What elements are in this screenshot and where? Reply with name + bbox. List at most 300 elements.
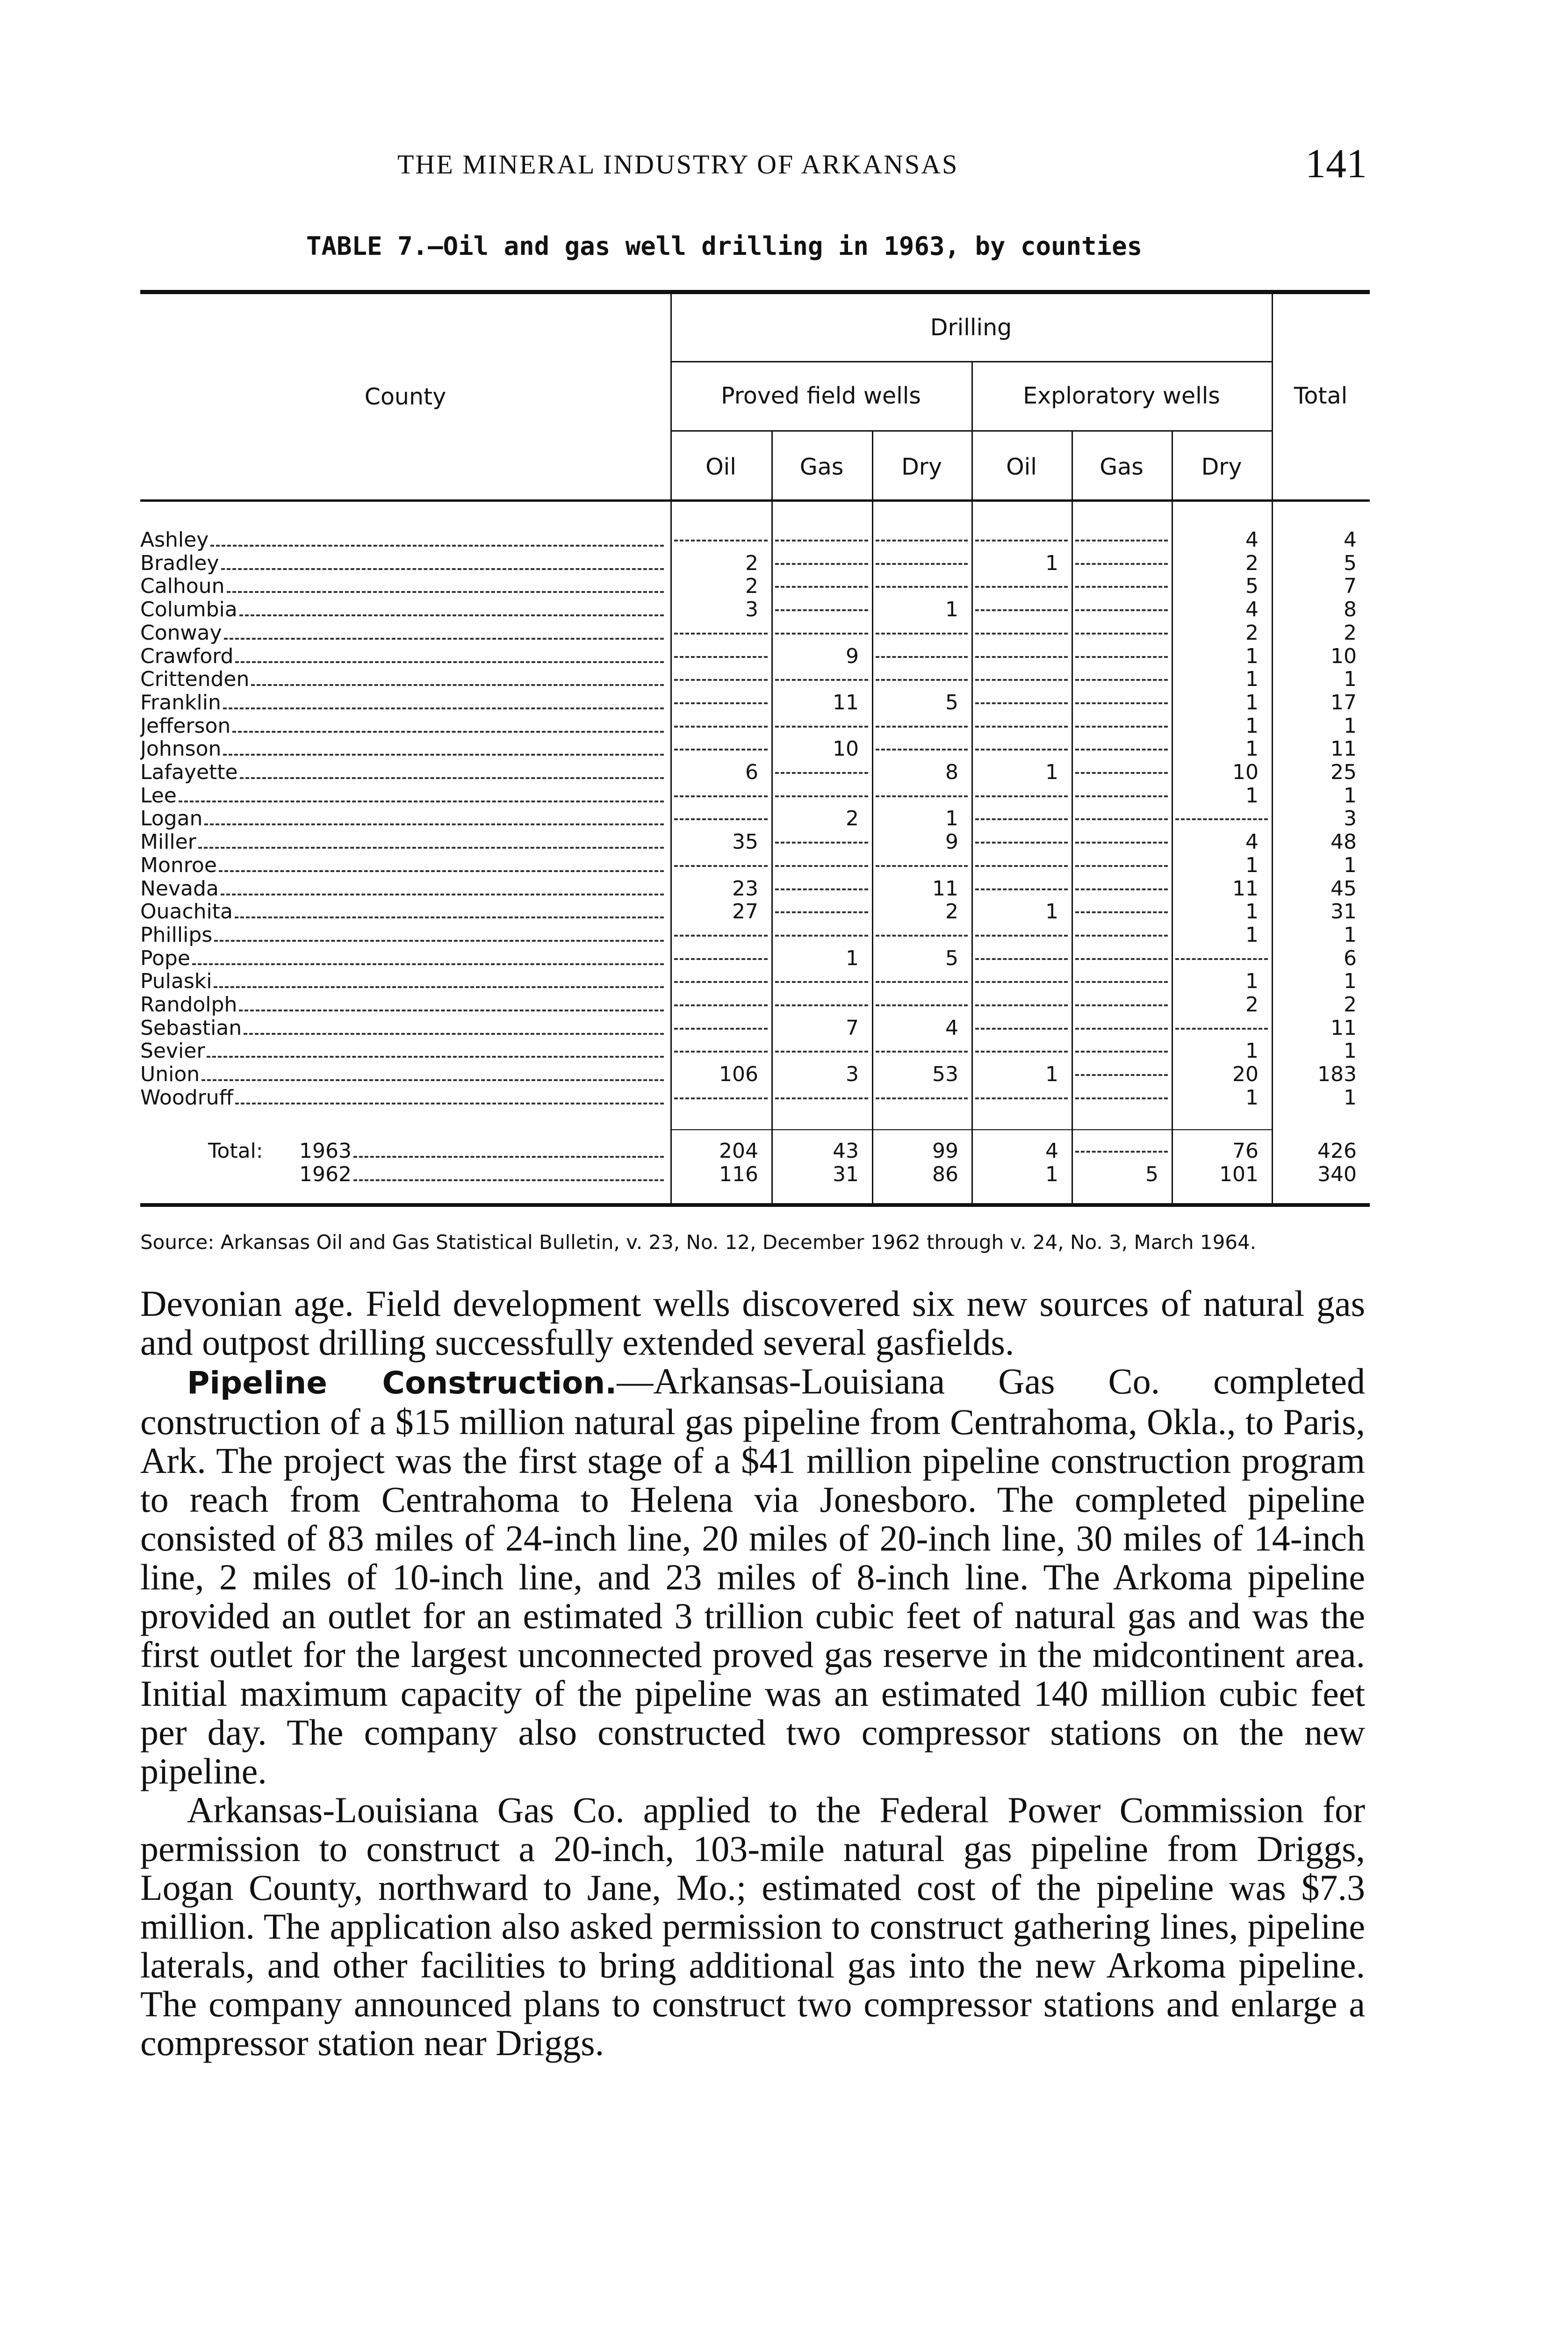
leader-dots	[232, 731, 664, 733]
table-title: TABLE 7.—Oil and gas well drilling in 1963, by counties	[306, 231, 1143, 261]
dash-leader	[975, 633, 1068, 635]
table-cell: 4	[1245, 830, 1259, 854]
dash-leader	[775, 888, 868, 890]
table-cell: 8	[1344, 598, 1357, 621]
table-cell: 4	[1245, 598, 1259, 621]
leader-dots	[207, 1056, 664, 1058]
dash-leader	[1075, 935, 1168, 937]
table-cell: 1	[945, 807, 958, 830]
dash-leader	[1075, 540, 1168, 541]
table-cell-blank	[771, 877, 872, 900]
county-name: Crawford	[140, 645, 234, 668]
dash-leader	[1075, 563, 1168, 565]
table-cell-blank	[771, 993, 872, 1016]
table-cell: 1	[1344, 1086, 1357, 1110]
leader-dots	[239, 1010, 664, 1011]
county-name: Johnson	[140, 737, 222, 760]
dash-leader	[775, 1097, 868, 1099]
table-cell: 20	[1232, 1062, 1259, 1086]
table-cell-blank	[1072, 575, 1172, 598]
county-name: Jefferson	[140, 714, 231, 737]
dash-leader	[775, 981, 868, 983]
dash-leader	[876, 656, 968, 658]
county-label	[140, 900, 664, 923]
dash-leader	[1075, 1151, 1168, 1153]
table-cell: 1	[1045, 760, 1058, 784]
dash-leader	[1075, 726, 1168, 728]
table-cell-blank	[872, 737, 971, 760]
dash-leader	[975, 888, 1068, 890]
table-cell: 7	[846, 1016, 859, 1040]
county-name: Randolph	[140, 993, 237, 1016]
header-drilling: Drilling	[930, 314, 1012, 341]
table-cell-blank	[971, 947, 1072, 970]
table-cell: 43	[833, 1139, 859, 1163]
county-name: Monroe	[140, 854, 217, 877]
county-label	[140, 784, 664, 807]
table-cell-blank	[1072, 645, 1172, 668]
total-year-label	[299, 1163, 664, 1186]
paragraph-2-text: —Arkansas-Louisiana Gas Co. completed construction of a $15 million natural gas pipeline from Centrahoma, Okla., to Paris, Ark. The project was the first stage of a $41 million pipeline construction program to reach from Centrahoma to Helena via Jonesboro. The completed pipeline consisted of 83 miles of 24-inch line, 20 miles of 20-inch line, 30 miles of 14-inch line, 2 miles of 10-inch line, and 23 miles of 8-inch line. The Arkoma pipeline provided an outlet for an estimated 3 trillion cubic feet of natural gas and was the first outlet for the largest unconnected proved gas reserve in the midcontinent area. Initial maximum capacity of the pipeline was an estimated 140 million cubic feet per day. The company also constructed two compressor stations on the new pipeline.	[140, 1361, 1365, 1791]
table-cell-blank	[771, 924, 872, 946]
body-text	[140, 1284, 1365, 2062]
header-proved-gas: Gas	[799, 454, 844, 480]
table-cell-blank	[670, 970, 771, 993]
leader-dots	[210, 545, 664, 547]
table-cell-blank	[1072, 970, 1172, 993]
leader-dots	[223, 707, 664, 709]
table-cell-blank	[771, 854, 872, 877]
table-cell: 2	[1344, 993, 1357, 1017]
county-label	[140, 552, 664, 575]
table-cell-blank	[971, 598, 1072, 621]
table-cell-blank	[971, 924, 1072, 946]
county-label	[140, 621, 664, 644]
total-year-label	[299, 1140, 664, 1162]
dash-leader	[775, 911, 868, 913]
dash-leader	[775, 726, 868, 728]
dash-leader	[1075, 958, 1168, 960]
table-cell: 1	[1245, 667, 1259, 691]
table-cell: 1	[846, 946, 859, 970]
dash-leader	[975, 981, 1068, 983]
table-cell-blank	[670, 668, 771, 691]
table-cell-blank	[1072, 668, 1172, 691]
county-name: Logan	[140, 807, 203, 830]
table-cell-blank	[872, 528, 971, 551]
dash-leader	[775, 865, 868, 867]
table-cell-blank	[872, 668, 971, 691]
table-cell: 11	[1232, 877, 1259, 901]
total-label: Total:	[208, 1139, 263, 1163]
table-cell: 5	[945, 691, 958, 714]
table-cell-blank	[872, 1039, 971, 1062]
table-cell: 1	[1245, 691, 1259, 714]
table-cell-blank	[1072, 807, 1172, 830]
table-cell: 31	[1331, 900, 1357, 924]
dash-leader	[775, 795, 868, 797]
table-cell: 11	[1331, 1016, 1357, 1040]
table-cell-blank	[971, 1039, 1072, 1062]
dash-leader	[1075, 1028, 1168, 1030]
county-name: Lee	[140, 784, 177, 807]
leader-dots	[192, 963, 664, 965]
dash-leader	[1075, 772, 1168, 774]
table-cell: 2	[745, 574, 758, 598]
dash-leader	[876, 563, 968, 565]
header-exploratory-dry: Dry	[1201, 454, 1242, 480]
county-label	[140, 1039, 664, 1062]
dash-leader	[876, 1004, 968, 1006]
county-label	[140, 714, 664, 737]
dash-leader	[975, 1004, 1068, 1006]
county-name: Conway	[140, 621, 222, 644]
table-cell: 6	[745, 760, 758, 784]
table-cell: 106	[719, 1062, 758, 1086]
table-cell-blank	[1172, 1017, 1272, 1039]
county-name: Calhoun	[140, 575, 225, 598]
dash-leader	[775, 935, 868, 937]
table-cell: 2	[846, 807, 859, 830]
table-cell-blank	[1072, 877, 1172, 900]
dash-leader	[674, 818, 768, 820]
dash-leader	[975, 702, 1068, 704]
table-cell-blank	[1172, 947, 1272, 970]
dash-leader	[674, 633, 768, 635]
table-cell: 2	[945, 900, 958, 924]
dash-leader	[876, 586, 968, 588]
county-label	[140, 970, 664, 993]
table-cell-blank	[971, 784, 1072, 807]
table-cell: 1	[1245, 923, 1259, 947]
table-cell: 2	[1245, 551, 1259, 575]
header-county: County	[364, 383, 446, 410]
table-cell-blank	[1072, 598, 1172, 621]
dash-leader	[975, 679, 1068, 681]
header-exploratory-gas: Gas	[1100, 454, 1144, 480]
table-cell: 2	[1245, 993, 1259, 1017]
dash-leader	[1075, 865, 1168, 867]
header-total: Total	[1294, 382, 1348, 409]
table-cell-blank	[1072, 993, 1172, 1016]
paragraph-1: Devonian age. Field development wells discovered six new sources of natural gas and outpost drilling successfully extended several gasfields.	[140, 1283, 1365, 1363]
paragraph-2	[140, 1362, 1365, 1790]
table-cell-blank	[1072, 784, 1172, 807]
table-cell: 11	[833, 691, 859, 714]
table-cell: 10	[1232, 760, 1259, 784]
table-cell-blank	[670, 807, 771, 830]
dash-leader	[674, 679, 768, 681]
county-name: Columbia	[140, 598, 237, 621]
dash-leader	[674, 865, 768, 867]
table-cell: 1	[1245, 1039, 1259, 1063]
table-cell-blank	[1072, 1063, 1172, 1086]
county-label	[140, 575, 664, 598]
dash-leader	[775, 772, 868, 774]
table-cell-blank	[971, 621, 1072, 644]
dash-leader	[1075, 1004, 1168, 1006]
county-label	[140, 668, 664, 691]
table-cell: 1	[1245, 737, 1259, 761]
table-cell: 1	[1344, 853, 1357, 877]
table-source-note: Source: Arkansas Oil and Gas Statistical Bulletin, v. 23, No. 12, December 1962 through v. 24, No. 3, March 1964.	[140, 1231, 1257, 1254]
table-cell-blank	[872, 621, 971, 644]
section-heading: Pipeline Construction.	[187, 1365, 617, 1401]
dash-leader	[876, 795, 968, 797]
table-cell-blank	[872, 1086, 971, 1109]
dash-leader	[876, 749, 968, 750]
table-cell-blank	[670, 854, 771, 877]
dash-leader	[1075, 842, 1168, 844]
dash-leader	[975, 586, 1068, 588]
dash-leader	[975, 958, 1068, 960]
leader-dots	[204, 823, 664, 825]
table-cell-blank	[1072, 714, 1172, 737]
dash-leader	[775, 633, 868, 635]
table-cell: 4	[1344, 528, 1357, 552]
dash-leader	[674, 1028, 768, 1030]
county-label	[140, 947, 664, 970]
county-label	[140, 528, 664, 551]
dash-leader	[775, 586, 868, 588]
table-cell: 1	[1045, 900, 1058, 924]
table-cell-blank	[1072, 1017, 1172, 1039]
table-cell: 101	[1219, 1162, 1259, 1186]
table-cell: 1	[1344, 969, 1357, 993]
table-cell-blank	[670, 714, 771, 737]
table-cell-blank	[971, 528, 1072, 551]
dash-leader	[674, 795, 768, 797]
county-name: Miller	[140, 830, 196, 853]
table-cell: 1	[1245, 1086, 1259, 1110]
header-proved-field-wells: Proved field wells	[721, 382, 921, 409]
dash-leader	[1075, 1074, 1168, 1076]
table-cell-blank	[771, 830, 872, 853]
dash-leader	[975, 609, 1068, 611]
table-cell: 1	[1245, 969, 1259, 993]
dash-leader	[674, 935, 768, 937]
county-name: Union	[140, 1063, 200, 1086]
table-cell: 23	[732, 877, 758, 901]
table-cell-blank	[771, 900, 872, 923]
table-cell: 27	[732, 900, 758, 924]
table-cell-blank	[971, 668, 1072, 691]
leader-dots	[201, 1079, 664, 1081]
table-cell-blank	[670, 947, 771, 970]
dash-leader	[876, 540, 968, 541]
table-cell: 8	[945, 760, 958, 784]
county-label	[140, 645, 664, 668]
leader-dots	[239, 614, 664, 616]
table-cell: 5	[945, 946, 958, 970]
table-cell: 11	[932, 877, 958, 901]
table-cell-blank	[971, 691, 1072, 714]
dash-leader	[975, 726, 1068, 728]
table-cell-blank	[1072, 737, 1172, 760]
table-cell-blank	[1072, 924, 1172, 946]
table-cell-blank	[670, 924, 771, 946]
table-cell-blank	[1072, 691, 1172, 714]
dash-leader	[1075, 818, 1168, 820]
dash-leader	[1075, 633, 1168, 635]
dash-leader	[975, 540, 1068, 541]
dash-leader	[876, 865, 968, 867]
table-cell: 183	[1317, 1062, 1357, 1086]
leader-dots	[221, 894, 664, 895]
table-cell-blank	[670, 691, 771, 714]
table-cell-blank	[670, 1086, 771, 1109]
county-name: Sebastian	[140, 1017, 242, 1039]
dash-leader	[1175, 958, 1268, 960]
table-cell-blank	[1072, 854, 1172, 877]
leader-dots	[240, 777, 664, 779]
table-cell-blank	[771, 1086, 872, 1109]
dash-leader	[775, 1051, 868, 1053]
table-cell-blank	[872, 993, 971, 1016]
table-cell-blank	[1072, 947, 1172, 970]
table-cell: 2	[745, 551, 758, 575]
table-cell-blank	[771, 970, 872, 993]
dash-leader	[975, 656, 1068, 658]
dash-leader	[674, 1097, 768, 1099]
table-cell-blank	[971, 1017, 1072, 1039]
table-cell: 1	[1344, 714, 1357, 738]
leader-dots	[221, 568, 664, 570]
county-label	[140, 737, 664, 760]
table-cell: 48	[1331, 830, 1357, 854]
county-label	[140, 1086, 664, 1109]
table-cell-blank	[971, 714, 1072, 737]
table-cell-blank	[1072, 528, 1172, 551]
dash-leader	[775, 679, 868, 681]
leader-dots	[227, 591, 664, 593]
table-cell-blank	[1072, 1140, 1172, 1162]
table-cell-blank	[872, 645, 971, 668]
table-cell: 1	[1045, 1162, 1058, 1186]
table-cell: 1	[1245, 853, 1259, 877]
dash-leader	[975, 842, 1068, 844]
dash-leader	[674, 958, 768, 960]
county-label	[140, 877, 664, 900]
table-cell-blank	[971, 737, 1072, 760]
dash-leader	[1075, 1051, 1168, 1053]
table-cell-blank	[771, 528, 872, 551]
county-name: Bradley	[140, 552, 219, 575]
leader-dots	[235, 661, 664, 663]
county-name: Franklin	[140, 691, 221, 714]
dash-leader	[674, 656, 768, 658]
table-cell-blank	[771, 668, 872, 691]
county-name: Ashley	[140, 528, 209, 551]
county-name: Pulaski	[140, 970, 212, 993]
table-cell-blank	[670, 784, 771, 807]
table-cell-blank	[872, 552, 971, 575]
header-exploratory-oil: Oil	[1006, 454, 1037, 480]
table-cell-blank	[670, 621, 771, 644]
leader-dots	[223, 754, 664, 756]
header-proved-dry: Dry	[901, 454, 942, 480]
table-cell-blank	[670, 645, 771, 668]
table-cell-blank	[872, 924, 971, 946]
leader-dots	[251, 684, 664, 686]
dash-leader	[1075, 702, 1168, 704]
table-cell: 1	[1245, 644, 1259, 668]
dash-leader	[1075, 911, 1168, 913]
county-name: Woodruff	[140, 1086, 233, 1109]
dash-leader	[1075, 795, 1168, 797]
table-cell-blank	[971, 1086, 1072, 1109]
dash-leader	[975, 935, 1068, 937]
table-cell: 1	[1245, 714, 1259, 738]
table-cell: 53	[932, 1062, 958, 1086]
table-cell-blank	[872, 714, 971, 737]
table-cell-blank	[971, 645, 1072, 668]
table-cell-blank	[771, 552, 872, 575]
dash-leader	[674, 702, 768, 704]
dash-leader	[975, 1097, 1068, 1099]
table-cell: 45	[1331, 877, 1357, 901]
dash-leader	[674, 726, 768, 728]
county-label	[140, 1017, 664, 1039]
table-cell-blank	[872, 854, 971, 877]
leader-dots	[219, 870, 664, 872]
table-cell: 9	[945, 830, 958, 854]
table-cell-blank	[1072, 621, 1172, 644]
table-cell: 10	[1331, 644, 1357, 668]
table-cell-blank	[971, 993, 1072, 1016]
dash-leader	[975, 818, 1068, 820]
paragraph-3: Arkansas-Louisiana Gas Co. applied to the Federal Power Commission for permission to construct a 20-inch, 103-mile natural gas pipeline from Driggs, Logan County, northward to Jane, Mo.; estimated cost of the pipeline was $7.3 million. The application also asked permission to construct gathering lines, pipeline laterals, and other facilities to bring additional gas into the new Arkoma pipeline. The company announced plans to construct two compressor stations and enlarge a compressor station near Driggs.	[140, 1790, 1365, 2063]
table-cell-blank	[1072, 900, 1172, 923]
county-label	[140, 924, 664, 946]
table-cell: 2	[1344, 621, 1357, 645]
dash-leader	[775, 540, 868, 541]
table-cell: 204	[719, 1139, 758, 1163]
total-year: 1963	[299, 1140, 352, 1162]
table-cell: 3	[846, 1062, 859, 1086]
dash-leader	[1075, 656, 1168, 658]
table-cell: 10	[833, 737, 859, 761]
table-cell: 1	[1045, 551, 1058, 575]
dash-leader	[775, 842, 868, 844]
table-cell: 17	[1331, 691, 1357, 714]
table-cell-blank	[1072, 761, 1172, 784]
county-name: Crittenden	[140, 668, 250, 691]
table-cell-blank	[771, 621, 872, 644]
dash-leader	[1075, 749, 1168, 750]
table-cell: 340	[1317, 1162, 1357, 1186]
header-exploratory-wells: Exploratory wells	[1023, 382, 1220, 409]
header-divider	[140, 499, 1370, 502]
table-cell: 1	[1344, 923, 1357, 947]
table-cell: 4	[1245, 528, 1259, 552]
header-divider	[670, 361, 1272, 362]
table-cell-blank	[771, 761, 872, 784]
county-name: Sevier	[140, 1039, 205, 1062]
dash-leader	[975, 1051, 1068, 1053]
leader-dots	[179, 801, 664, 802]
table-cell: 5	[1145, 1162, 1158, 1186]
table-cell-blank	[971, 807, 1072, 830]
table-cell-blank	[872, 784, 971, 807]
table-cell: 76	[1232, 1139, 1259, 1163]
table-cell: 1	[1344, 667, 1357, 691]
table-cell: 11	[1331, 737, 1357, 761]
table-cell-blank	[971, 854, 1072, 877]
table-cell: 2	[1245, 621, 1259, 645]
table-top-rule	[140, 290, 1370, 294]
dash-leader	[876, 1051, 968, 1053]
